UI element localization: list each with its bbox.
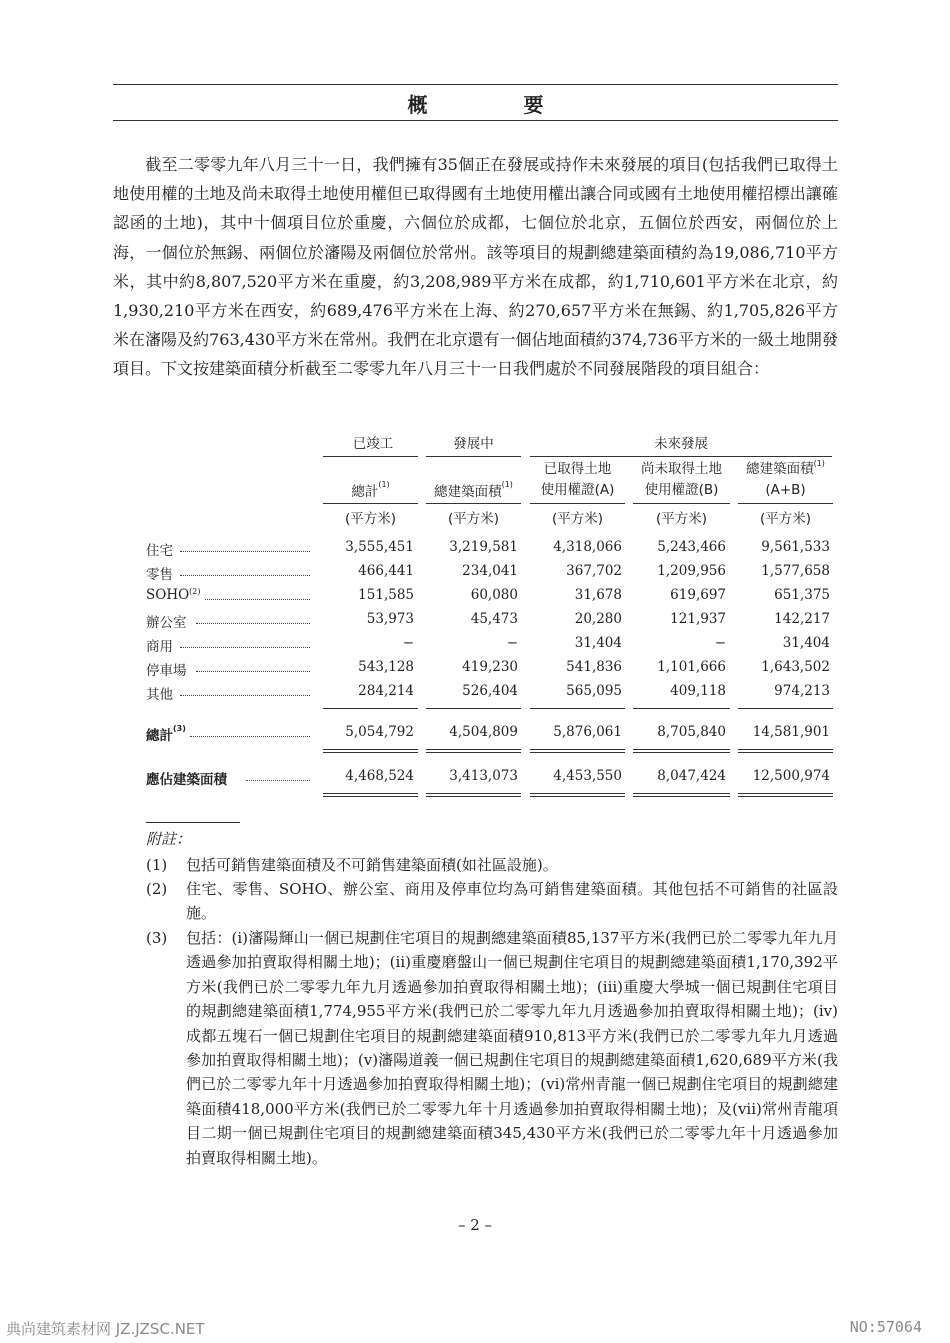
group-rule-under-development: [426, 456, 521, 457]
cell-future-a: 4,318,066: [553, 539, 622, 555]
total-rule-1: [323, 708, 418, 709]
attr-under-dev: 3,413,073: [449, 768, 518, 784]
cell-completed: 3,555,451: [345, 539, 414, 555]
unit-5: (平方米): [759, 511, 812, 527]
cell-future-total: 1,577,658: [761, 563, 830, 579]
total-label: 總計$^{(3)}$: [146, 724, 186, 744]
leader-dots: [246, 780, 310, 781]
leader-dots: [196, 671, 310, 672]
col-rule-3: [530, 503, 625, 504]
group-rule-future: [530, 456, 832, 457]
cell-completed: 466,441: [358, 563, 414, 579]
cell-future-total: 31,404: [782, 635, 830, 651]
col-rule-4: [633, 503, 730, 504]
double-rule-2a: [426, 749, 521, 750]
double-rule-9b: [633, 796, 730, 797]
leader-dots: [196, 623, 310, 624]
row-label: 商用: [146, 639, 173, 655]
group-future: 未來發展: [654, 436, 708, 452]
cell-future-total: 1,643,502: [761, 659, 830, 675]
row-label: 其他: [146, 687, 173, 703]
row-label: 住宅: [146, 543, 173, 559]
attr-future-total: 12,500,974: [752, 768, 830, 784]
cell-under-dev: 45,473: [470, 611, 518, 627]
group-completed: 已竣工: [352, 436, 394, 452]
cell-future-a: 541,836: [566, 659, 622, 675]
attr-completed: 4,468,524: [345, 768, 414, 784]
double-rule-8b: [530, 796, 625, 797]
attributable-label: 應佔建築面積: [146, 772, 227, 788]
total-rule-4: [633, 708, 730, 709]
group-under-development: 發展中: [453, 436, 494, 452]
double-rule-7a: [426, 793, 521, 794]
cell-under-dev: 3,219,581: [449, 539, 518, 555]
watermark-right: NO:57064: [849, 1318, 922, 1336]
cell-under-dev: 419,230: [462, 659, 518, 675]
unit-3: (平方米): [551, 511, 604, 527]
cell-future-b: 1,101,666: [657, 659, 726, 675]
cell-under-dev: 60,080: [470, 587, 518, 603]
cell-future-b: 619,697: [670, 587, 726, 603]
leader-dots: [180, 647, 310, 648]
footnote-heading: 附註：: [146, 830, 192, 848]
attr-future-b: 8,047,424: [657, 768, 726, 784]
cell-future-b: 409,118: [670, 683, 726, 699]
footnote-number: (3): [146, 929, 168, 947]
intro-paragraph: [113, 150, 838, 384]
total-rule-2: [426, 708, 521, 709]
row-label: 停車場: [146, 663, 187, 679]
leader-dots: [205, 599, 310, 600]
footnote-number: (2): [146, 880, 168, 898]
cell-under-dev: −: [506, 635, 518, 651]
col-header-4: 尚未取得土地 使用權證(B): [641, 461, 722, 498]
cell-future-b: 1,209,956: [657, 563, 726, 579]
total-rule-3: [530, 708, 625, 709]
footnote-2: [146, 877, 838, 926]
leader-dots: [180, 575, 310, 576]
col-header-5: 總建築面積$^{(1)}$ (A+B): [746, 459, 825, 498]
double-rule-4a: [633, 749, 730, 750]
double-rule-3b: [530, 752, 625, 753]
leader-dots: [180, 695, 310, 696]
total-completed: 5,054,792: [345, 724, 414, 740]
col-rule-2: [426, 503, 521, 504]
col-header-3: 已取得土地 使用權證(A): [540, 461, 615, 498]
cell-future-a: 20,280: [574, 611, 622, 627]
cell-completed: −: [402, 635, 414, 651]
cell-future-b: 121,937: [670, 611, 726, 627]
cell-future-total: 651,375: [774, 587, 830, 603]
col-header-2: 總建築面積$^{(1)}$: [434, 480, 513, 500]
footnote-text: 包括可銷售建築面積及不可銷售建築面積(如社區設施)。: [186, 856, 558, 874]
double-rule-10b: [738, 796, 833, 797]
double-rule-1b: [323, 752, 418, 753]
total-rule-5: [738, 708, 833, 709]
page-number: – 2 –: [457, 1216, 493, 1234]
cell-future-a: 367,702: [566, 563, 622, 579]
footnote-1: [146, 853, 838, 877]
cell-future-total: 974,213: [774, 683, 830, 699]
row-label: 零售: [146, 567, 173, 583]
total-future-total: 14,581,901: [752, 724, 830, 740]
cell-future-a: 565,095: [566, 683, 622, 699]
cell-completed: 151,585: [358, 587, 414, 603]
double-rule-7b: [426, 796, 521, 797]
col-rule-1: [323, 503, 418, 504]
cell-completed: 543,128: [358, 659, 414, 675]
footnote-3: [146, 926, 838, 1170]
row-label: SOHO$^{(2)}$: [146, 587, 201, 603]
double-rule-5b: [738, 752, 833, 753]
cell-future-total: 9,561,533: [761, 539, 830, 555]
cell-future-b: 5,243,466: [657, 539, 726, 555]
cell-completed: 284,214: [358, 683, 414, 699]
double-rule-10a: [738, 793, 833, 794]
double-rule-4b: [633, 752, 730, 753]
col-rule-5: [738, 503, 833, 504]
double-rule-8a: [530, 793, 625, 794]
group-rule-completed: [323, 456, 418, 457]
cell-future-total: 142,217: [774, 611, 830, 627]
unit-2: (平方米): [447, 511, 500, 527]
page-title: 概 要: [407, 93, 582, 117]
cell-under-dev: 526,404: [462, 683, 518, 699]
cell-future-b: −: [714, 635, 726, 651]
attr-future-a: 4,453,550: [553, 768, 622, 784]
double-rule-5a: [738, 749, 833, 750]
cell-future-a: 31,404: [574, 635, 622, 651]
double-rule-1a: [323, 749, 418, 750]
footnote-text: 包括：(i)瀋陽輝山一個已規劃住宅項目的規劃總建築面積85,137平方米(我們已於二零零九年九月透過參加拍賣取得相關土地)；(ii)重慶磨盤山一個已規劃住宅項目的規劃總建築面積1,170,392平方米(我們已於二零零九年九月透過參加拍賣取得相關土地)；(iii)重慶大學城一個已規劃住宅項目的規劃總建築面積1,774,955平方米(我們已於二零零九年九月透過參加拍賣取得相關土地)；(iv)成都五塊石一個已規劃住宅項目的規劃總建築面積910,813平方米(我們已於二零零九年九月透過參加拍賣取得相關土地)；(v)瀋陽道義一個已規劃住宅項目的規劃總建築面積1,620,689平方米(我們已於二零零九年十月透過參加拍賣取得相關土地)；(vi)常州青龍一個已規劃住宅項目的規劃總建築面積418,000平方米(我們已於二零零九年十月透過參加拍賣取得相關土地)；及(vii)常州青龍項目二期一個已規劃住宅項目的規劃總建築面積345,430平方米(我們已於二零零九年十月透過參加拍賣取得相關土地)。: [186, 929, 838, 1167]
intro-text: 截至二零零九年八月三十一日，我們擁有35個正在發展或持作未來發展的項目(包括我們已取得土地使用權的土地及尚未取得土地使用權但已取得國有土地使用權出讓合同或國有土地使用權招標出讓確認函的土地)，其中十個項目位於重慶，六個位於成都，七個位於北京，五個位於西安，兩個位於上海，一個位於無錫、兩個位於瀋陽及兩個位於常州。該等項目的規劃總建築面積約為19,086,710平方米，其中約8,807,520平方米在重慶，約3,208,989平方米在成都，約1,710,601平方米在北京，約1,930,210平方米在西安，約689,476平方米在上海、約270,657平方米在無錫、約1,705,826平方米在瀋陽及約763,430平方米在常州。我們在北京還有一個佔地面積約374,736平方米的一級土地開發項目。下文按建築面積分析截至二零零九年八月三十一日我們處於不同發展階段的項目組合：: [113, 155, 838, 379]
leader-dots: [180, 551, 310, 552]
footnote-rule: [146, 822, 240, 823]
double-rule-2b: [426, 752, 521, 753]
total-under-dev: 4,504,809: [449, 724, 518, 740]
cell-under-dev: 234,041: [462, 563, 518, 579]
cell-future-a: 31,678: [574, 587, 622, 603]
double-rule-9a: [633, 793, 730, 794]
unit-1: (平方米): [344, 511, 397, 527]
col-header-1: 總計$^{(1)}$: [351, 480, 390, 500]
double-rule-6b: [323, 796, 418, 797]
leader-dots: [190, 736, 310, 737]
double-rule-3a: [530, 749, 625, 750]
total-future-a: 5,876,061: [553, 724, 622, 740]
header-bottom-rule: [113, 120, 838, 121]
unit-4: (平方米): [655, 511, 708, 527]
watermark-left: 典尚建筑素材网 JZ.JZSC.NET: [6, 1320, 205, 1338]
row-label: 辦公室: [146, 615, 187, 631]
cell-completed: 53,973: [366, 611, 414, 627]
header-top-rule: [113, 84, 838, 85]
footnote-number: (1): [146, 856, 168, 874]
double-rule-6a: [323, 793, 418, 794]
total-future-b: 8,705,840: [657, 724, 726, 740]
footnote-text: 住宅、零售、SOHO、辦公室、商用及停車位均為可銷售建築面積。其他包括不可銷售的社區設施。: [186, 880, 838, 923]
